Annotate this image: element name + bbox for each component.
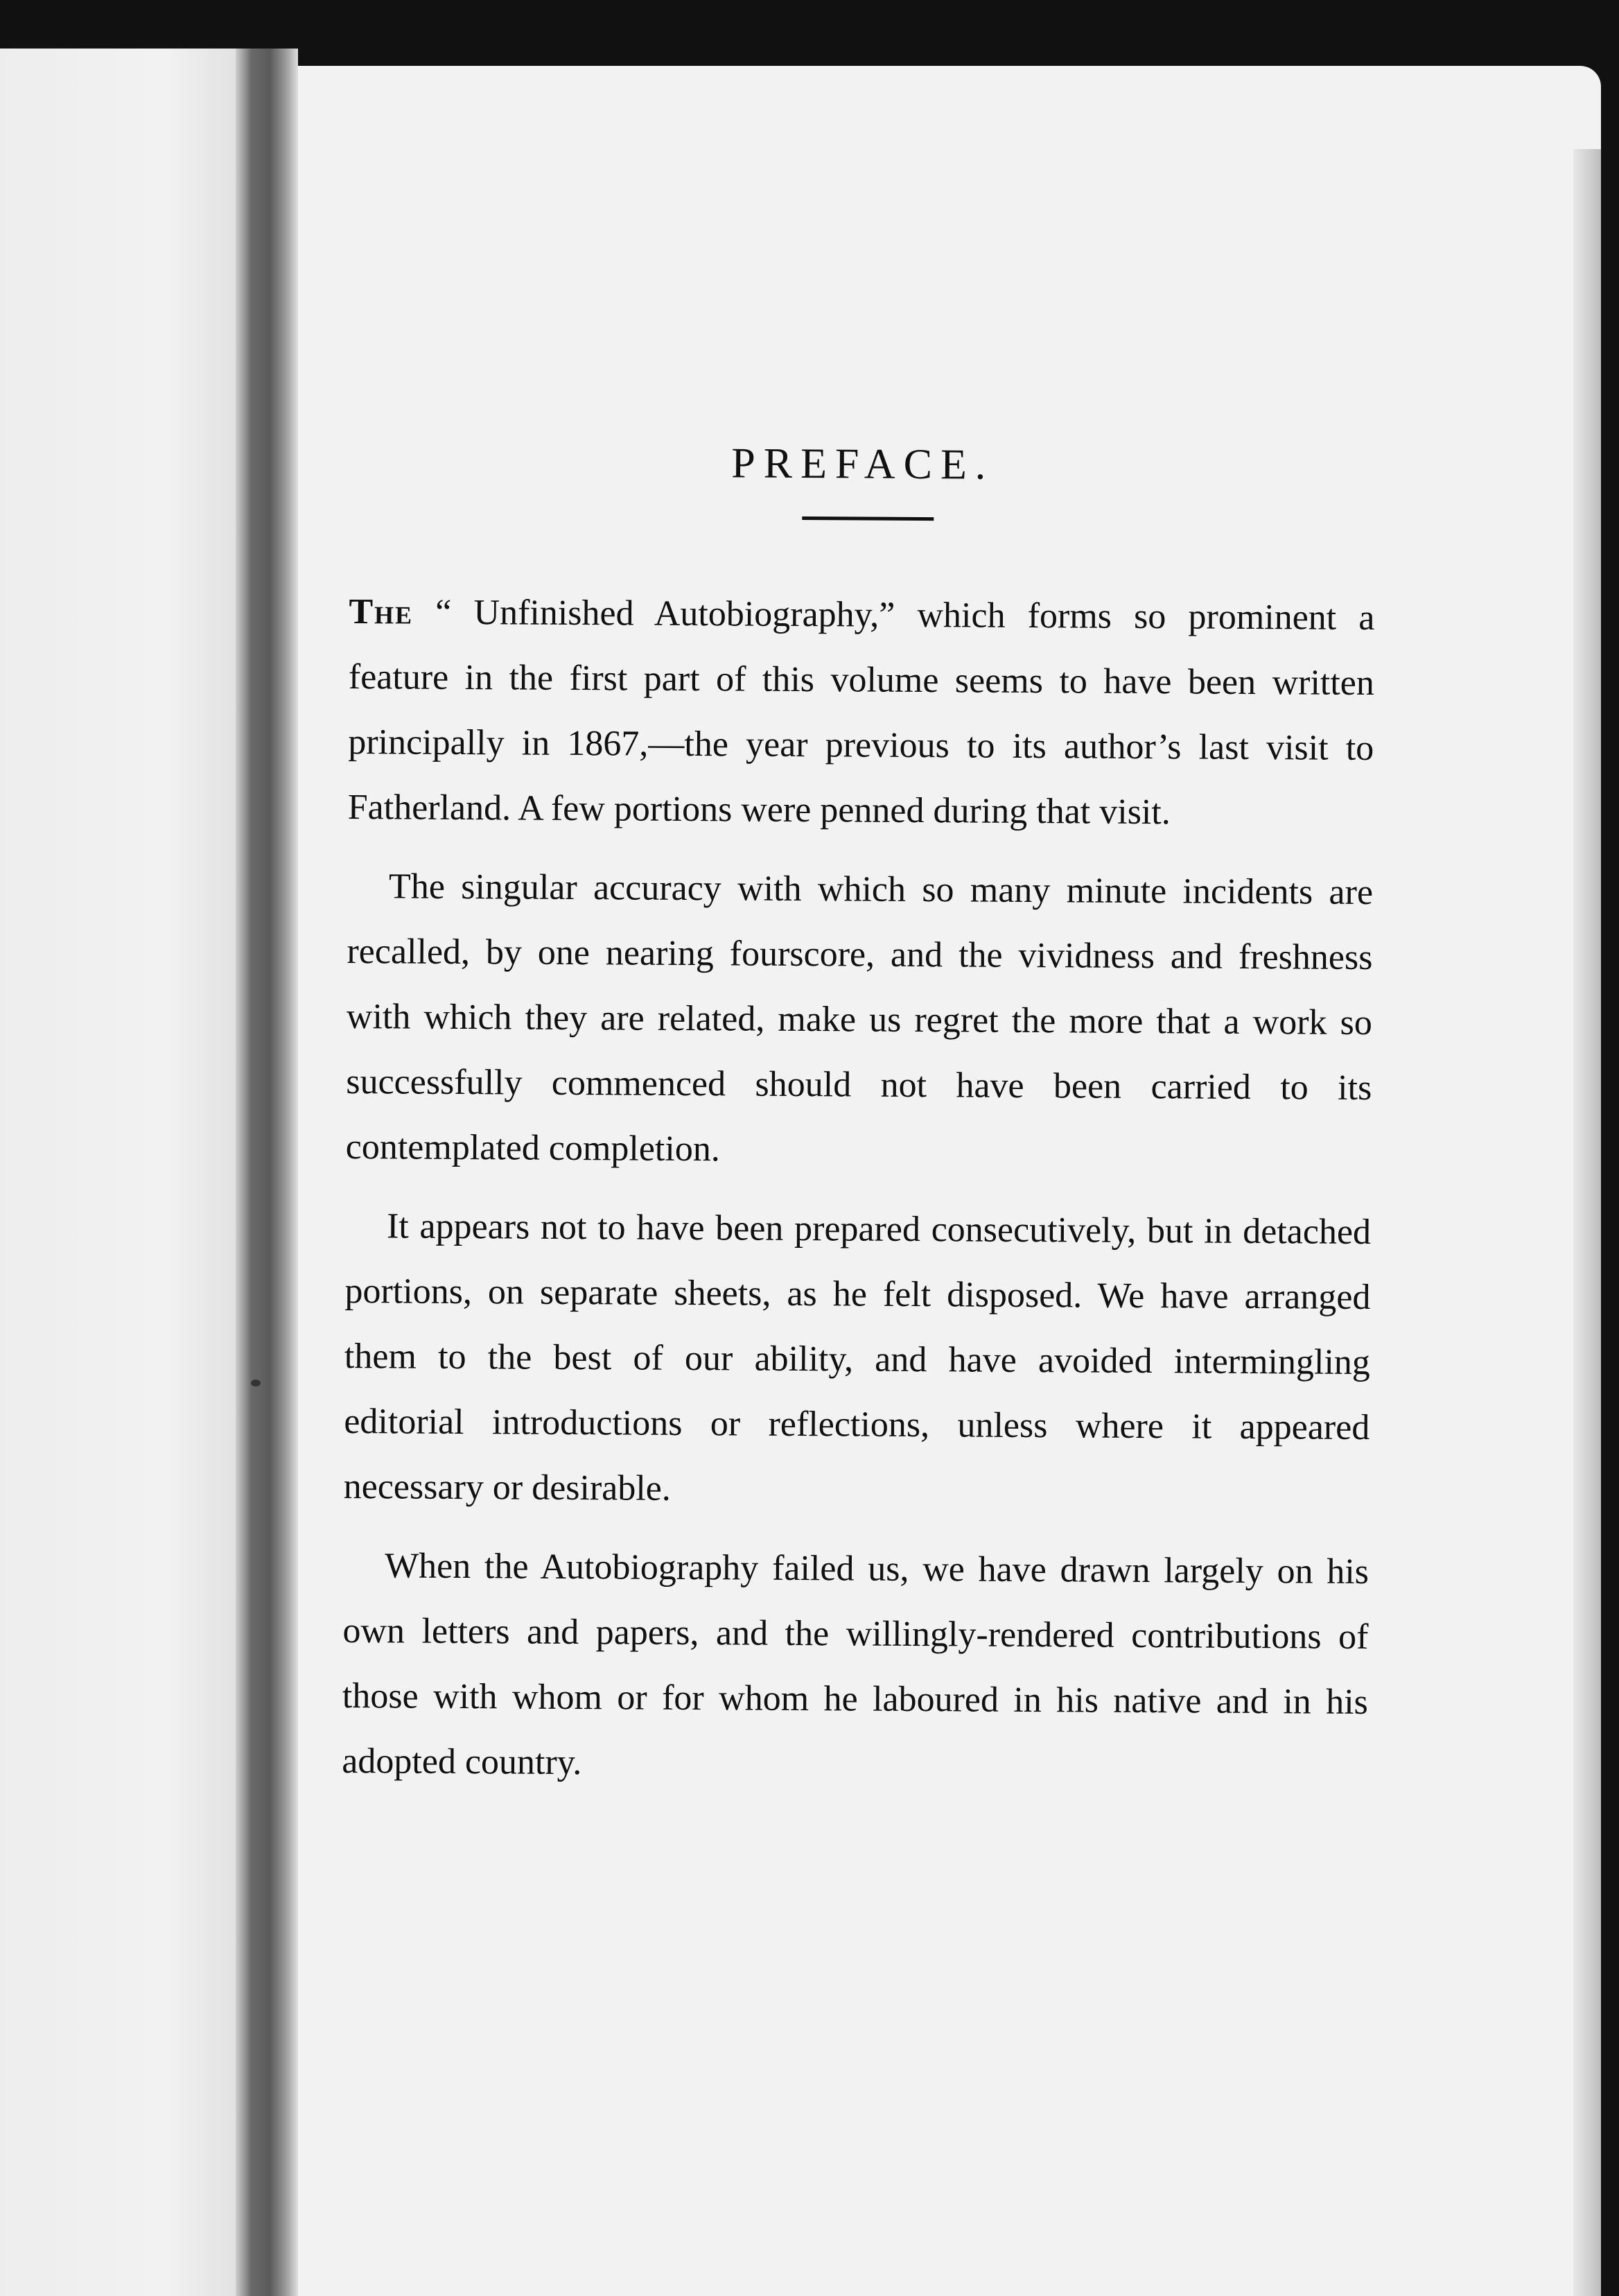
paragraph-text: “ Unfinished Autobiography,” which forms so prominent a feature in the first part of this volume seems to have been written principally in 1867,—the year previous to its author’s last visit to Fatherland. A few portions were penned during that visit. — [347, 592, 1375, 833]
preface-paragraph-4 — [342, 1533, 1369, 1800]
paragraph-text: It appears not to have been prepared consecutively, but in detached portions, on separate sheets, as he felt disposed. We have arranged them to the best of our ability, and have avoided intermingling editorial introductions or reflections, unless where it appeared necessary or desirable. — [343, 1206, 1372, 1508]
title-rule — [802, 516, 934, 521]
scan-speck — [251, 1380, 261, 1386]
left-blank-leaf — [0, 49, 236, 2296]
preface-text-block — [342, 437, 1376, 1814]
paragraph-lead-word: The — [349, 591, 414, 632]
preface-paragraph-3 — [343, 1194, 1371, 1526]
preface-paragraph-1 — [347, 580, 1374, 846]
page-title: PREFACE. — [731, 440, 995, 489]
paragraph-text: When the Autobiography failed us, we have drawn largely on his own letters and papers, and the willingly-rendered contributions of those with whom or for whom he laboured in his native and in his adopted country. — [342, 1546, 1369, 1783]
spine-gutter-shadow — [236, 49, 298, 2296]
paragraph-text: The singular accuracy with which so many minute incidents are recalled, by one nearing fourscore, and the vividness and freshness with which they are related, make us regret the more that a work so successfully commenced should not have been carried to its contemplated completion. — [345, 867, 1374, 1169]
page-edge-shading — [1573, 149, 1601, 2296]
preface-paragraph-2 — [345, 854, 1373, 1186]
